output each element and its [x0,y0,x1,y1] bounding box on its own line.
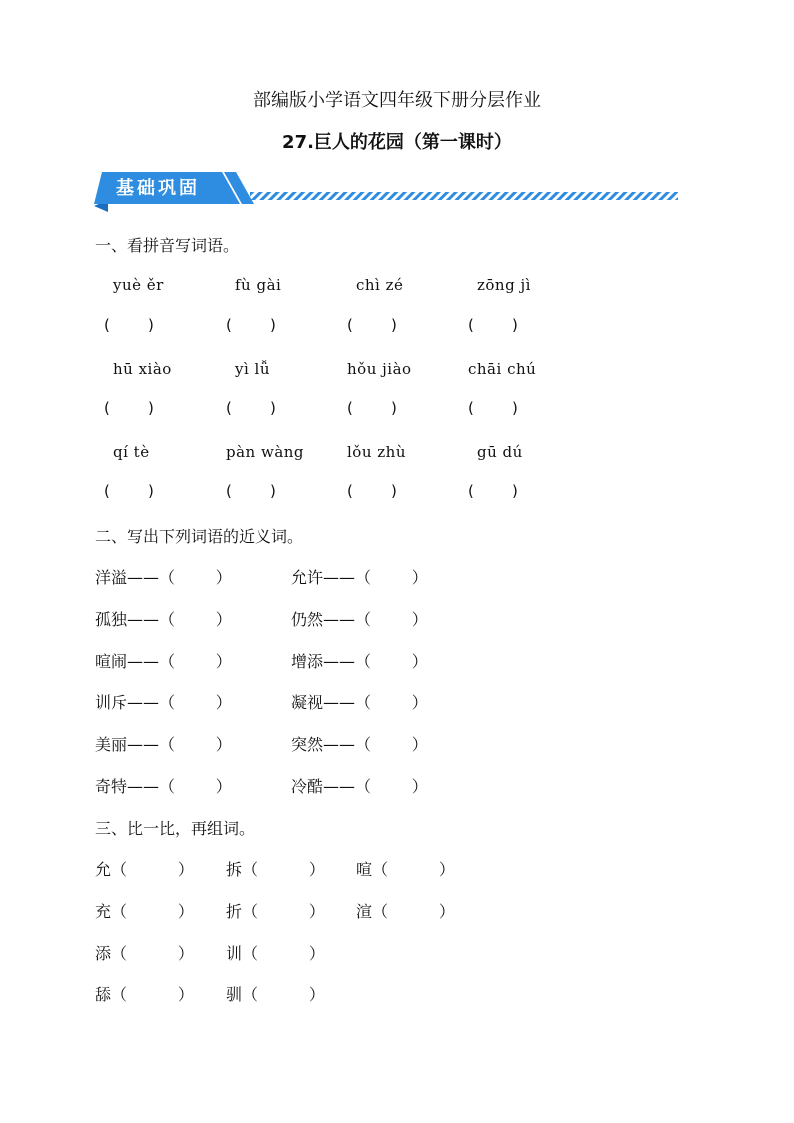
lesson-title: 27.巨人的花园（第一课时） [282,132,512,153]
pinyin-item: zōng jì [477,276,531,294]
document-title: 部编版小学语文四年级下册分层作业 [253,90,541,111]
answer-blank[interactable]: ( ) [347,482,397,500]
answer-blank[interactable]: ( ) [468,482,518,500]
compare-item[interactable]: 充（ ） [95,902,194,921]
synonym-item[interactable]: 凝视——（ ） [291,693,428,712]
pinyin-item: hǒu jiào [347,360,412,378]
synonym-item[interactable]: 洋溢——（ ） [95,568,232,587]
answer-blank[interactable]: ( ) [347,399,397,417]
synonym-item[interactable]: 允许——（ ） [291,568,428,587]
compare-item[interactable]: 舔（ ） [95,985,194,1004]
answer-blank[interactable]: ( ) [347,316,397,334]
answer-blank[interactable]: ( ) [226,482,276,500]
synonym-item[interactable]: 美丽——（ ） [95,735,232,754]
synonym-item[interactable]: 突然——（ ） [291,735,428,754]
synonym-item[interactable]: 喧闹——（ ） [95,652,232,671]
compare-item[interactable]: 添（ ） [95,944,194,963]
pinyin-item: chāi chú [468,360,537,378]
pinyin-item: fù gài [235,276,282,294]
compare-item[interactable]: 渲（ ） [356,902,455,921]
synonym-item[interactable]: 增添——（ ） [291,652,428,671]
question-1-prompt: 一、看拼音写词语。 [95,236,240,255]
answer-blank[interactable]: ( ) [468,399,518,417]
pinyin-item: yì lǚ [235,360,270,378]
compare-item[interactable]: 拆（ ） [226,860,325,879]
synonym-item[interactable]: 奇特——（ ） [95,777,232,796]
synonym-item[interactable]: 孤独——（ ） [95,610,232,629]
compare-item[interactable]: 允（ ） [95,860,194,879]
question-2-prompt: 二、写出下列词语的近义词。 [95,527,304,546]
banner-stripe-band [250,192,678,200]
pinyin-item: yuè ěr [113,276,164,294]
answer-blank[interactable]: ( ) [104,399,154,417]
compare-item[interactable]: 喧（ ） [356,860,455,879]
compare-item[interactable]: 训（ ） [226,944,325,963]
pinyin-item: pàn wàng [226,443,305,461]
pinyin-item: lǒu zhù [347,443,406,461]
answer-blank[interactable]: ( ) [104,316,154,334]
synonym-item[interactable]: 训斥——（ ） [95,693,232,712]
synonym-item[interactable]: 仍然——（ ） [291,610,428,629]
pinyin-item: gū dú [477,443,523,461]
pinyin-item: qí tè [113,443,150,461]
pinyin-item: chì zé [356,276,404,294]
section-banner-label: 基础巩固 [116,178,200,199]
answer-blank[interactable]: ( ) [226,316,276,334]
question-3-prompt: 三、比一比，再组词。 [95,819,256,838]
answer-blank[interactable]: ( ) [468,316,518,334]
synonym-item[interactable]: 冷酷——（ ） [291,777,428,796]
compare-item[interactable]: 折（ ） [226,902,325,921]
answer-blank[interactable]: ( ) [226,399,276,417]
answer-blank[interactable]: ( ) [104,482,154,500]
pinyin-item: hū xiào [113,360,172,378]
compare-item[interactable]: 驯（ ） [226,985,325,1004]
